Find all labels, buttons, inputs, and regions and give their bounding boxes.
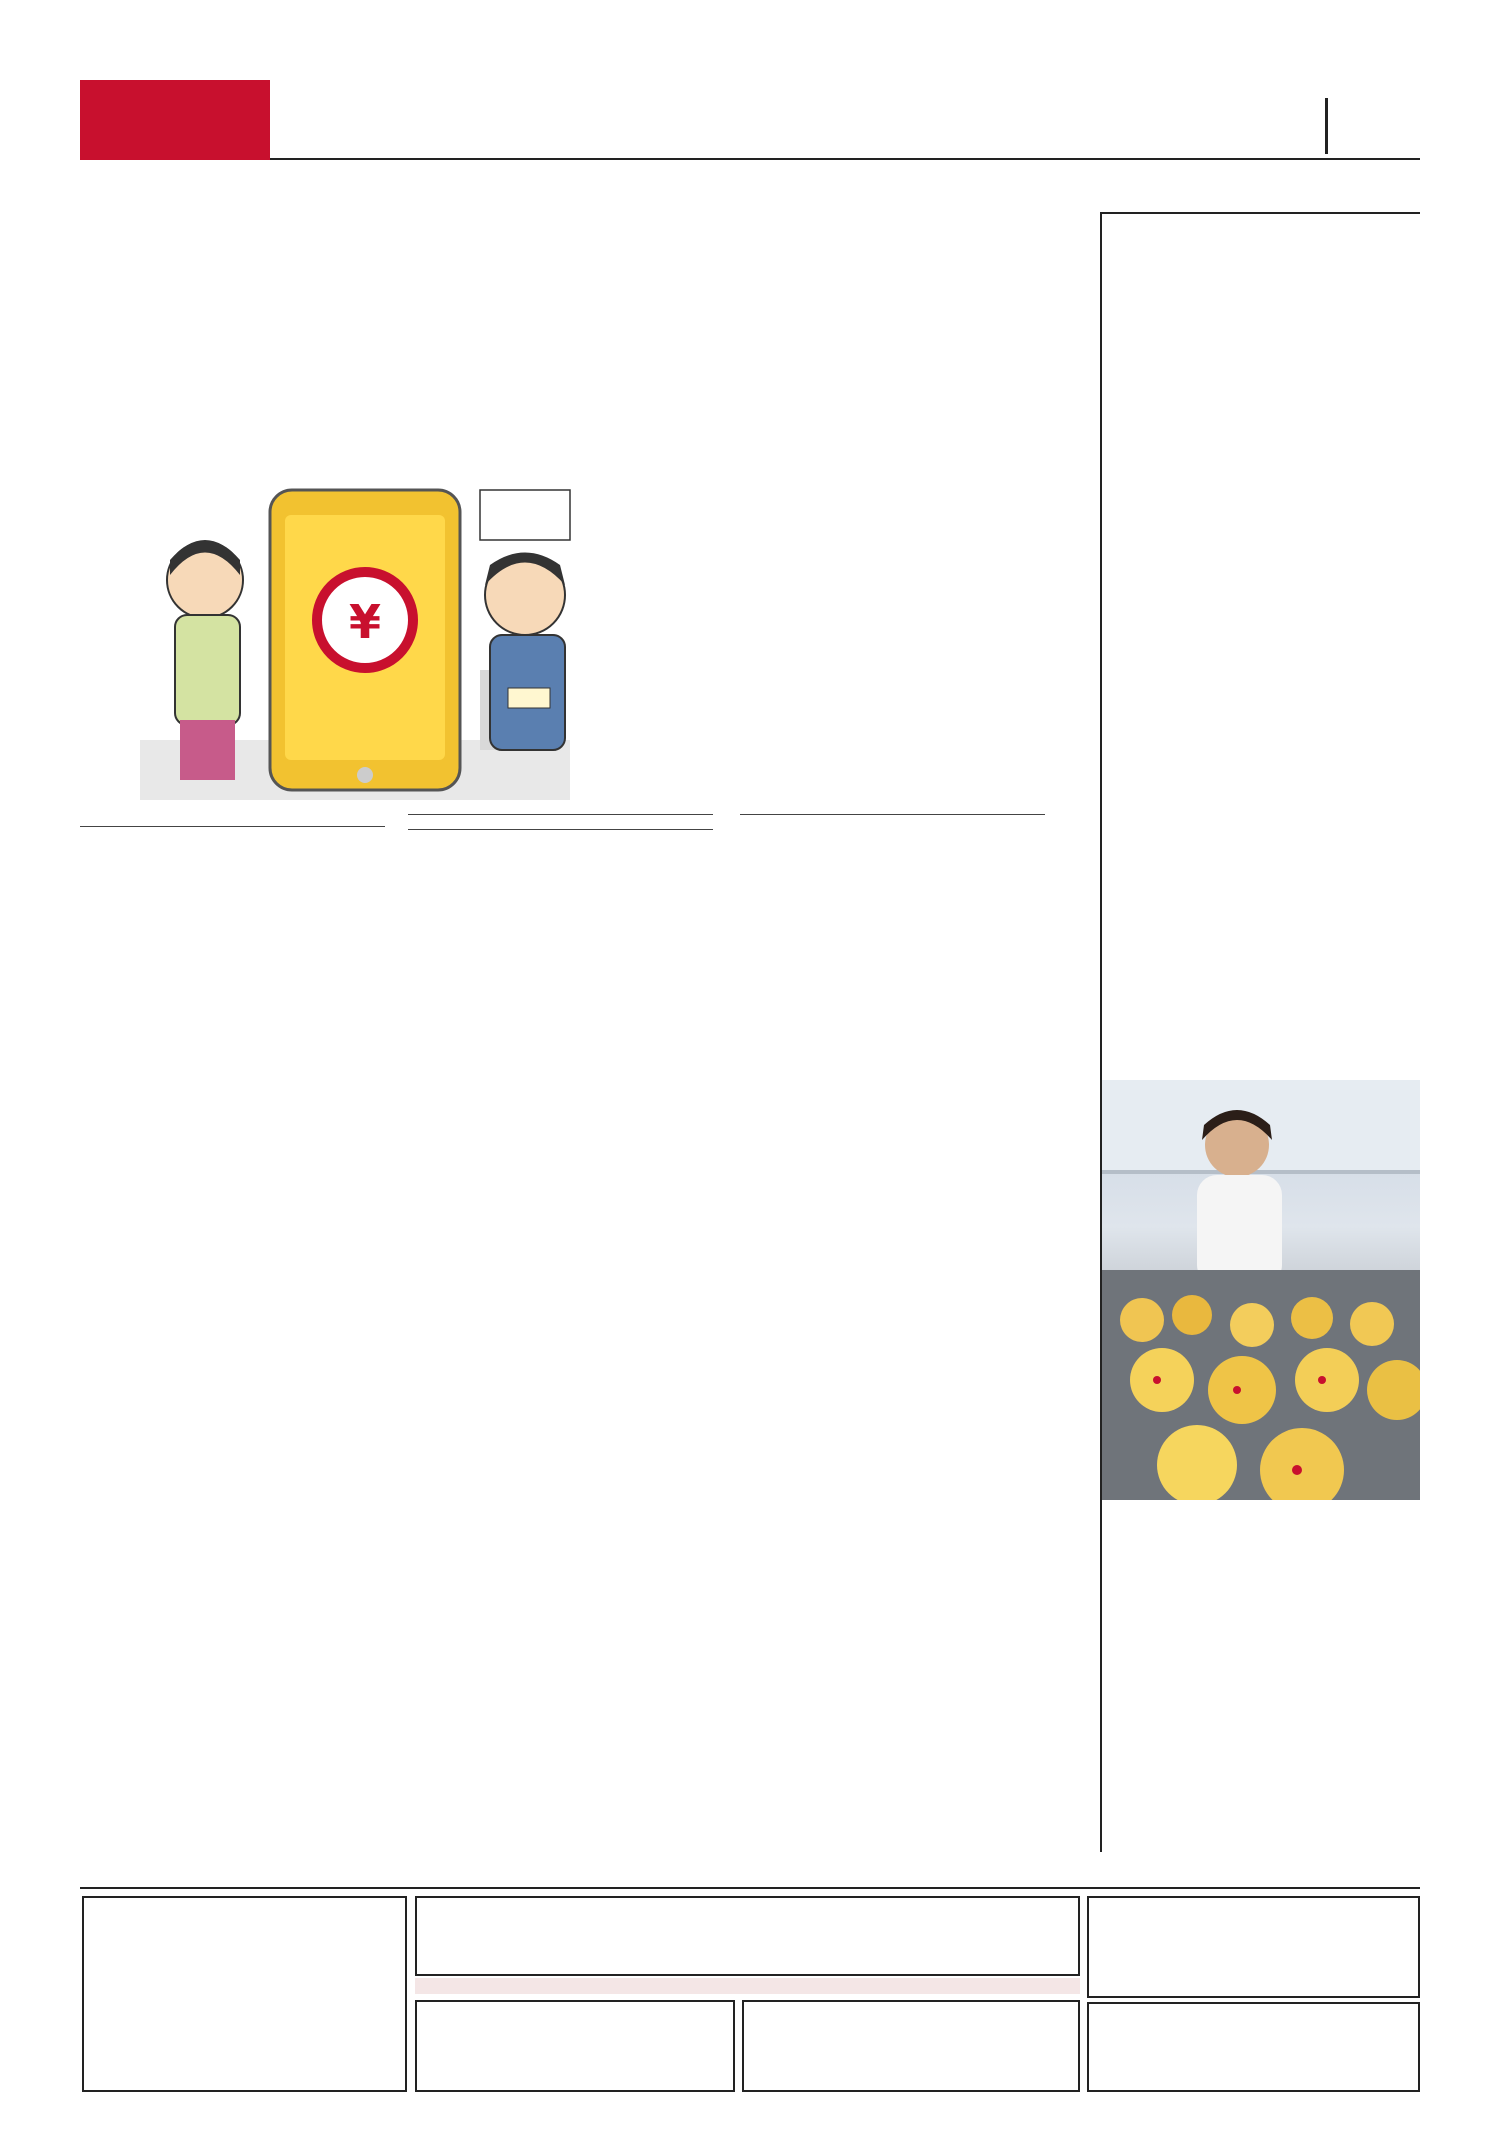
masthead bbox=[80, 80, 1420, 160]
side-article bbox=[1118, 218, 1420, 234]
ad-office-rent bbox=[1087, 1896, 1420, 1998]
news-photo bbox=[1102, 1080, 1420, 1500]
side-article-subtitle bbox=[1118, 218, 1420, 234]
photo-svg bbox=[1102, 1080, 1420, 1500]
ads-top-rule bbox=[80, 1887, 1420, 1889]
ad-classifieds-header bbox=[415, 1896, 1080, 1976]
ad-nursing-home bbox=[82, 1896, 407, 2092]
masthead-rule bbox=[270, 158, 1420, 160]
ad-window-screens bbox=[415, 2000, 735, 2092]
rule-divider bbox=[1325, 98, 1328, 154]
article-column-1 bbox=[80, 812, 385, 837]
side-column-rule bbox=[1100, 212, 1102, 1852]
column-subhead bbox=[408, 810, 713, 815]
cartoon-illustration bbox=[130, 480, 580, 805]
side-column-top-rule bbox=[1100, 212, 1420, 214]
article-column-2 bbox=[408, 800, 713, 840]
ad-accounting-course bbox=[1087, 2002, 1420, 2092]
article-column-3 bbox=[740, 800, 1045, 825]
ad-house-sale bbox=[742, 2000, 1080, 2092]
ads-disclaimer bbox=[415, 1978, 1080, 1994]
column-subhead bbox=[408, 825, 713, 830]
ad-title bbox=[84, 1898, 405, 1912]
cartoon-svg bbox=[130, 480, 580, 805]
svg-text:¥: ¥ bbox=[348, 595, 382, 649]
column-subhead bbox=[80, 822, 385, 827]
column-subhead bbox=[740, 810, 1045, 815]
masthead-logo bbox=[80, 80, 270, 160]
